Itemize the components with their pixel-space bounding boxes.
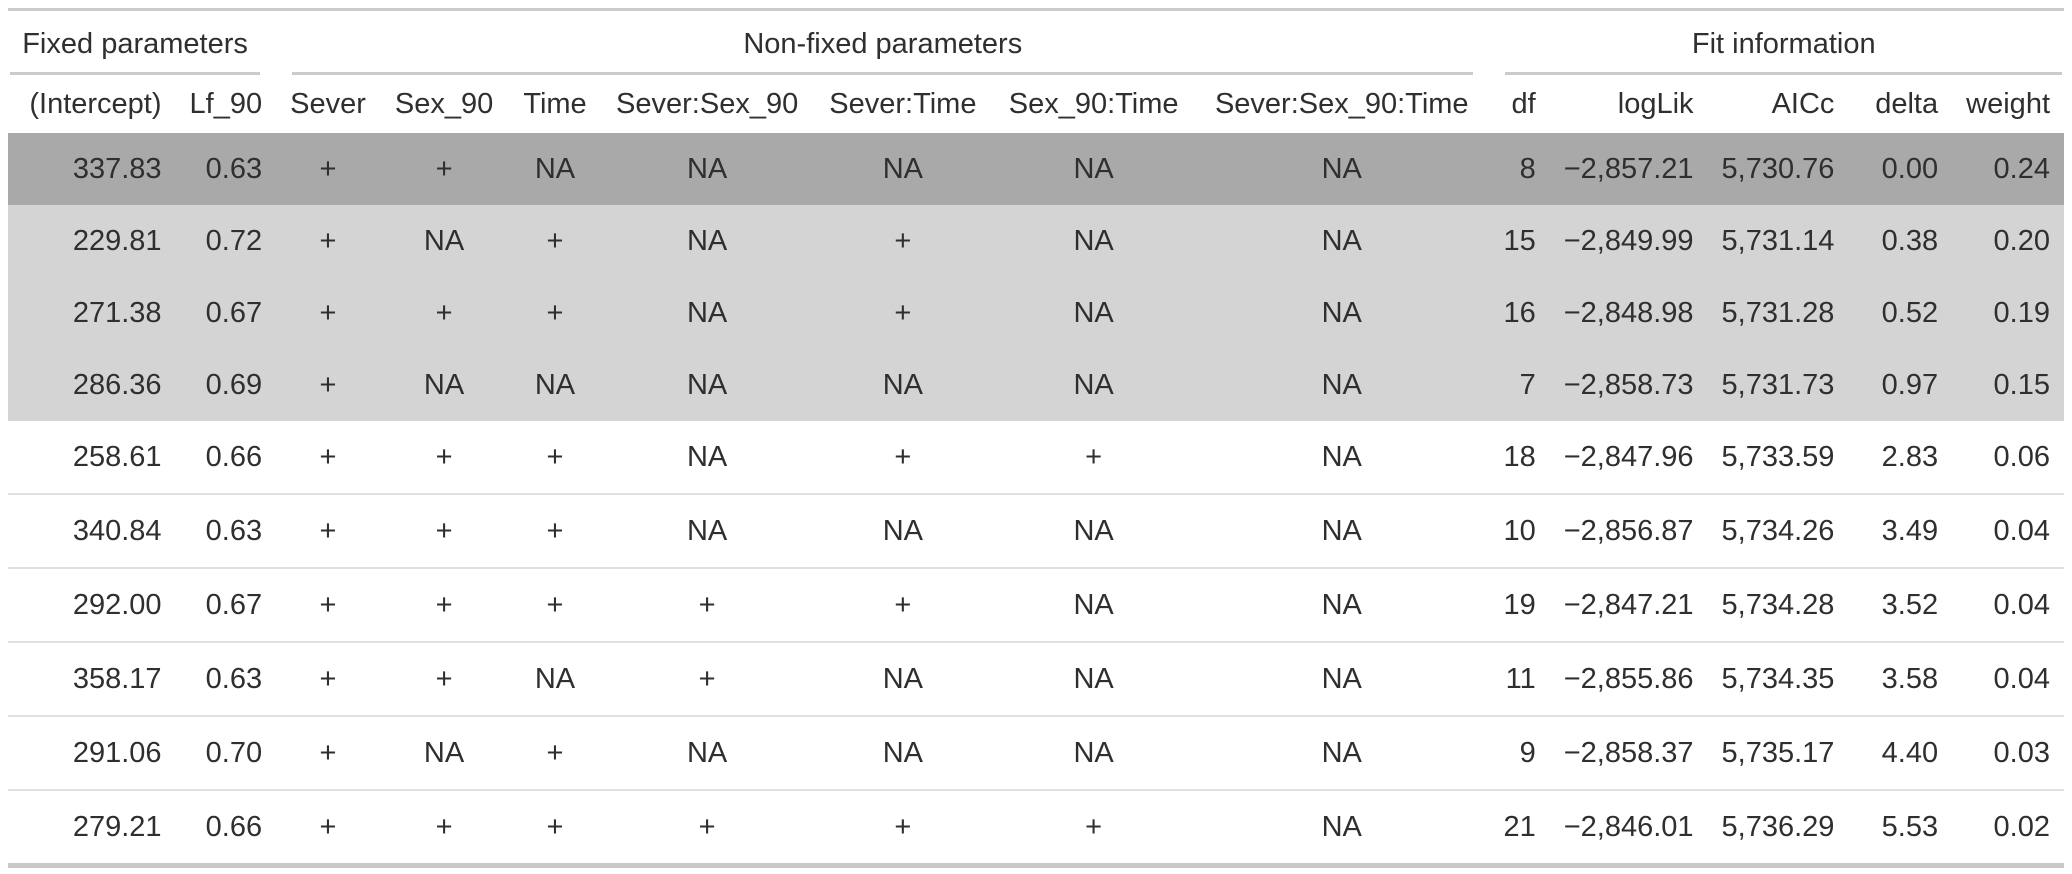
- table-body: [8, 133, 2064, 863]
- table-row: [8, 716, 2064, 790]
- table-cell-sever-sex-90: NA: [602, 716, 813, 790]
- column-header-sex-90: Sex_90: [394, 87, 494, 120]
- table-cell-loglik: −2,858.37: [1550, 716, 1708, 790]
- table-cell-sex-90-time: NA: [993, 716, 1194, 790]
- table-row: [8, 642, 2064, 716]
- table-cell-sever-time: NA: [813, 133, 994, 205]
- table-cell-weight: 0.24: [1952, 133, 2064, 205]
- table-cell-sex-90: +: [380, 494, 508, 568]
- table-cell-weight: 0.06: [1993, 440, 2050, 473]
- table-cell-df: 19: [1489, 568, 1549, 642]
- table-cell-lf-90: 0.70: [176, 716, 277, 790]
- table-cell-sex-90-time: +: [993, 790, 1194, 863]
- table-cell-sever-sex-90: +: [602, 642, 813, 716]
- table-cell-loglik: −2,848.98: [1550, 277, 1708, 349]
- table-cell-delta: 0.00: [1848, 133, 1952, 205]
- table-cell-time: +: [508, 205, 601, 277]
- table-cell-sever-time: NA: [813, 642, 994, 716]
- table-cell-aicc: 5,736.29: [1708, 790, 1849, 863]
- table-row: [8, 133, 2064, 205]
- table-cell-sex-90: NA: [380, 716, 508, 790]
- table-cell-sever-sex-90: NA: [602, 349, 813, 421]
- table-cell-sever-sex-90-time: NA: [1194, 716, 1489, 790]
- table-cell-weight: 0.04: [1952, 494, 2064, 568]
- table-row: [8, 349, 2064, 421]
- table-cell-lf-90: 0.66: [176, 790, 277, 863]
- table-cell-delta: 3.52: [1848, 568, 1952, 642]
- column-header-sever-sex-90: Sever:Sex_90: [616, 87, 799, 120]
- table-row: [8, 205, 2064, 277]
- table-row: [8, 277, 2064, 349]
- table-cell-sever: +: [276, 790, 380, 863]
- table-cell-sex-90-time: NA: [993, 205, 1194, 277]
- table-row: [8, 568, 2064, 642]
- table-cell-aicc: 5,730.76: [1708, 133, 1849, 205]
- table-cell-df: 8: [1489, 133, 1549, 205]
- table-cell-sex-90: NA: [380, 349, 508, 421]
- table-cell-time: NA: [508, 133, 601, 205]
- table-cell-lf-90: 0.63: [176, 494, 277, 568]
- table-cell-df: 11: [1489, 642, 1549, 716]
- table-cell-aicc: 5,733.59: [1721, 440, 1835, 473]
- table-cell-aicc: 5,734.26: [1708, 494, 1849, 568]
- table-cell-sever-time: +: [813, 205, 994, 277]
- table-row: [8, 494, 2064, 568]
- table-cell-loglik: −2,847.21: [1550, 568, 1708, 642]
- table-cell-sever: +: [276, 205, 380, 277]
- table-cell-sever-time: NA: [813, 349, 994, 421]
- table-cell-df: 7: [1489, 349, 1549, 421]
- table-cell-sever-sex-90: +: [602, 790, 813, 863]
- table-cell-sever-sex-90-time: NA: [1194, 568, 1489, 642]
- table-cell-sever: +: [276, 277, 380, 349]
- column-spanner-non-fixed-parameters: [276, 11, 1489, 75]
- table-cell-sever-sex-90-time: NA: [1194, 494, 1489, 568]
- column-header-sever-time: Sever:Time: [829, 87, 977, 120]
- table-cell-sever-sex-90: NA: [602, 205, 813, 277]
- column-header-aicc: AICc: [1771, 87, 1835, 120]
- table-cell-sex-90: +: [380, 790, 508, 863]
- table-cell-sever-time: +: [813, 790, 994, 863]
- table-cell-lf-90: 0.66: [205, 440, 263, 473]
- table-cell-sever-sex-90: NA: [602, 494, 813, 568]
- table-cell-intercept: 291.06: [8, 716, 176, 790]
- table-cell-df: 15: [1489, 205, 1549, 277]
- table-container: [8, 8, 2064, 868]
- column-header-intercept: (Intercept): [29, 87, 162, 120]
- table-cell-sever: +: [276, 494, 380, 568]
- table-cell-intercept: 358.17: [8, 642, 176, 716]
- spanner-row: [8, 11, 2064, 75]
- table-cell-delta: 4.40: [1848, 716, 1952, 790]
- table-header: [8, 11, 2064, 133]
- table-cell-time: NA: [508, 349, 601, 421]
- table-cell-sever: +: [276, 568, 380, 642]
- spanner-label: Fixed parameters: [10, 28, 260, 75]
- table-cell-lf-90: 0.67: [176, 568, 277, 642]
- table-cell-sex-90-time: NA: [993, 349, 1194, 421]
- table-cell-sex-90: +: [380, 277, 508, 349]
- spanner-label: Fit information: [1505, 28, 2062, 75]
- table-cell-loglik: −2,855.86: [1550, 642, 1708, 716]
- table-cell-delta: 2.83: [1881, 440, 1939, 473]
- column-spanner-fit-information: [1489, 11, 2064, 75]
- table-cell-sex-90-time: NA: [993, 494, 1194, 568]
- table-cell-sever: +: [276, 642, 380, 716]
- model-selection-table: [8, 11, 2064, 863]
- table-cell-df: 21: [1489, 790, 1549, 863]
- table-cell-weight: 0.04: [1952, 568, 2064, 642]
- table-cell-sex-90: +: [380, 642, 508, 716]
- table-cell-lf-90: 0.72: [176, 205, 277, 277]
- column-header-sever-sex-90-time: Sever:Sex_90:Time: [1214, 87, 1469, 120]
- table-cell-lf-90: 0.63: [176, 642, 277, 716]
- table-cell-weight: 0.02: [1952, 790, 2064, 863]
- table-cell-sever-sex-90: NA: [602, 133, 813, 205]
- column-header-sex-90-time: Sex_90:Time: [1008, 87, 1179, 120]
- table-cell-lf-90: 0.69: [176, 349, 277, 421]
- table-cell-intercept: 286.36: [8, 349, 176, 421]
- table-cell-sex-90-time: NA: [993, 133, 1194, 205]
- table-cell-sever-time: +: [894, 440, 912, 473]
- column-header-loglik: logLik: [1617, 87, 1694, 120]
- table-cell-sever-time: +: [813, 568, 994, 642]
- table-cell-loglik: −2,847.96: [1563, 440, 1694, 473]
- table-cell-df: 16: [1489, 277, 1549, 349]
- table-cell-delta: 5.53: [1848, 790, 1952, 863]
- table-cell-sever-time: NA: [813, 716, 994, 790]
- table-cell-sex-90-time: NA: [993, 568, 1194, 642]
- table-cell-loglik: −2,858.73: [1550, 349, 1708, 421]
- table-cell-sever-sex-90-time: NA: [1194, 205, 1489, 277]
- table-cell-sever-sex-90-time: NA: [1321, 440, 1362, 473]
- spanner-label: Non-fixed parameters: [292, 28, 1473, 75]
- table-cell-df: 10: [1489, 494, 1549, 568]
- table-cell-sex-90: +: [380, 133, 508, 205]
- table-cell-loglik: −2,856.87: [1550, 494, 1708, 568]
- column-header-row: [8, 75, 2064, 133]
- table-cell-sex-90-time: NA: [993, 642, 1194, 716]
- table-cell-weight: 0.20: [1952, 205, 2064, 277]
- table-cell-intercept: 279.21: [8, 790, 176, 863]
- column-header-weight: weight: [1966, 87, 2050, 120]
- column-spanner-fixed-parameters: [8, 11, 276, 75]
- table-cell-weight: 0.03: [1952, 716, 2064, 790]
- table-cell-delta: 0.97: [1848, 349, 1952, 421]
- table-cell-sex-90: +: [435, 440, 453, 473]
- table-cell-time: +: [546, 440, 564, 473]
- table-cell-sever: +: [276, 349, 380, 421]
- table-cell-delta: 3.58: [1848, 642, 1952, 716]
- table-cell-sex-90-time: NA: [993, 277, 1194, 349]
- table-row: [8, 790, 2064, 863]
- table-cell-lf-90: 0.63: [176, 133, 277, 205]
- table-cell-aicc: 5,731.73: [1708, 349, 1849, 421]
- table-cell-sever-sex-90: +: [602, 568, 813, 642]
- table-cell-sex-90: +: [380, 568, 508, 642]
- table-cell-weight: 0.19: [1952, 277, 2064, 349]
- table-cell-weight: 0.04: [1952, 642, 2064, 716]
- table-cell-sever-sex-90-time: NA: [1194, 133, 1489, 205]
- table-cell-sever: +: [276, 716, 380, 790]
- table-cell-sever-sex-90: NA: [602, 277, 813, 349]
- table-cell-delta: 0.38: [1848, 205, 1952, 277]
- table-cell-intercept: 337.83: [8, 133, 176, 205]
- column-header-sever: Sever: [290, 87, 366, 120]
- table-cell-sever-sex-90-time: NA: [1194, 790, 1489, 863]
- table-cell-lf-90: 0.67: [176, 277, 277, 349]
- table-cell-intercept: 271.38: [8, 277, 176, 349]
- table-cell-aicc: 5,735.17: [1708, 716, 1849, 790]
- column-header-time: Time: [523, 87, 587, 120]
- table-cell-loglik: −2,857.21: [1550, 133, 1708, 205]
- table-cell-intercept: 292.00: [8, 568, 176, 642]
- table-cell-sex-90-time: +: [1085, 440, 1103, 473]
- table-cell-loglik: −2,846.01: [1550, 790, 1708, 863]
- column-header-delta: delta: [1875, 87, 1939, 120]
- column-header-lf-90: Lf_90: [189, 87, 263, 120]
- table-cell-delta: 0.52: [1848, 277, 1952, 349]
- table-cell-aicc: 5,734.35: [1708, 642, 1849, 716]
- table-cell-time: +: [508, 568, 601, 642]
- table-cell-delta: 3.49: [1848, 494, 1952, 568]
- table-cell-aicc: 5,731.14: [1708, 205, 1849, 277]
- table-cell-df: 9: [1489, 716, 1549, 790]
- column-header-df: df: [1511, 87, 1536, 120]
- table-cell-sever: +: [276, 133, 380, 205]
- table-cell-sex-90: NA: [380, 205, 508, 277]
- table-cell-df: 18: [1503, 440, 1536, 473]
- table-cell-intercept: 340.84: [8, 494, 176, 568]
- table-cell-sever-sex-90: NA: [686, 440, 728, 473]
- table-cell-time: +: [508, 494, 601, 568]
- table-cell-sever-time: NA: [813, 494, 994, 568]
- table-row: [8, 421, 2064, 494]
- table-cell-sever-sex-90-time: NA: [1194, 349, 1489, 421]
- table-cell-loglik: −2,849.99: [1550, 205, 1708, 277]
- table-cell-time: +: [508, 277, 601, 349]
- table-cell-sever: +: [319, 440, 337, 473]
- table-cell-aicc: 5,734.28: [1708, 568, 1849, 642]
- table-cell-time: +: [508, 716, 601, 790]
- table-cell-intercept: 258.61: [72, 440, 162, 473]
- table-cell-time: NA: [508, 642, 601, 716]
- table-cell-sever-sex-90-time: NA: [1194, 277, 1489, 349]
- table-cell-sever-sex-90-time: NA: [1194, 642, 1489, 716]
- table-cell-weight: 0.15: [1952, 349, 2064, 421]
- table-cell-time: +: [508, 790, 601, 863]
- table-cell-intercept: 229.81: [8, 205, 176, 277]
- table-cell-aicc: 5,731.28: [1708, 277, 1849, 349]
- table-cell-sever-time: +: [813, 277, 994, 349]
